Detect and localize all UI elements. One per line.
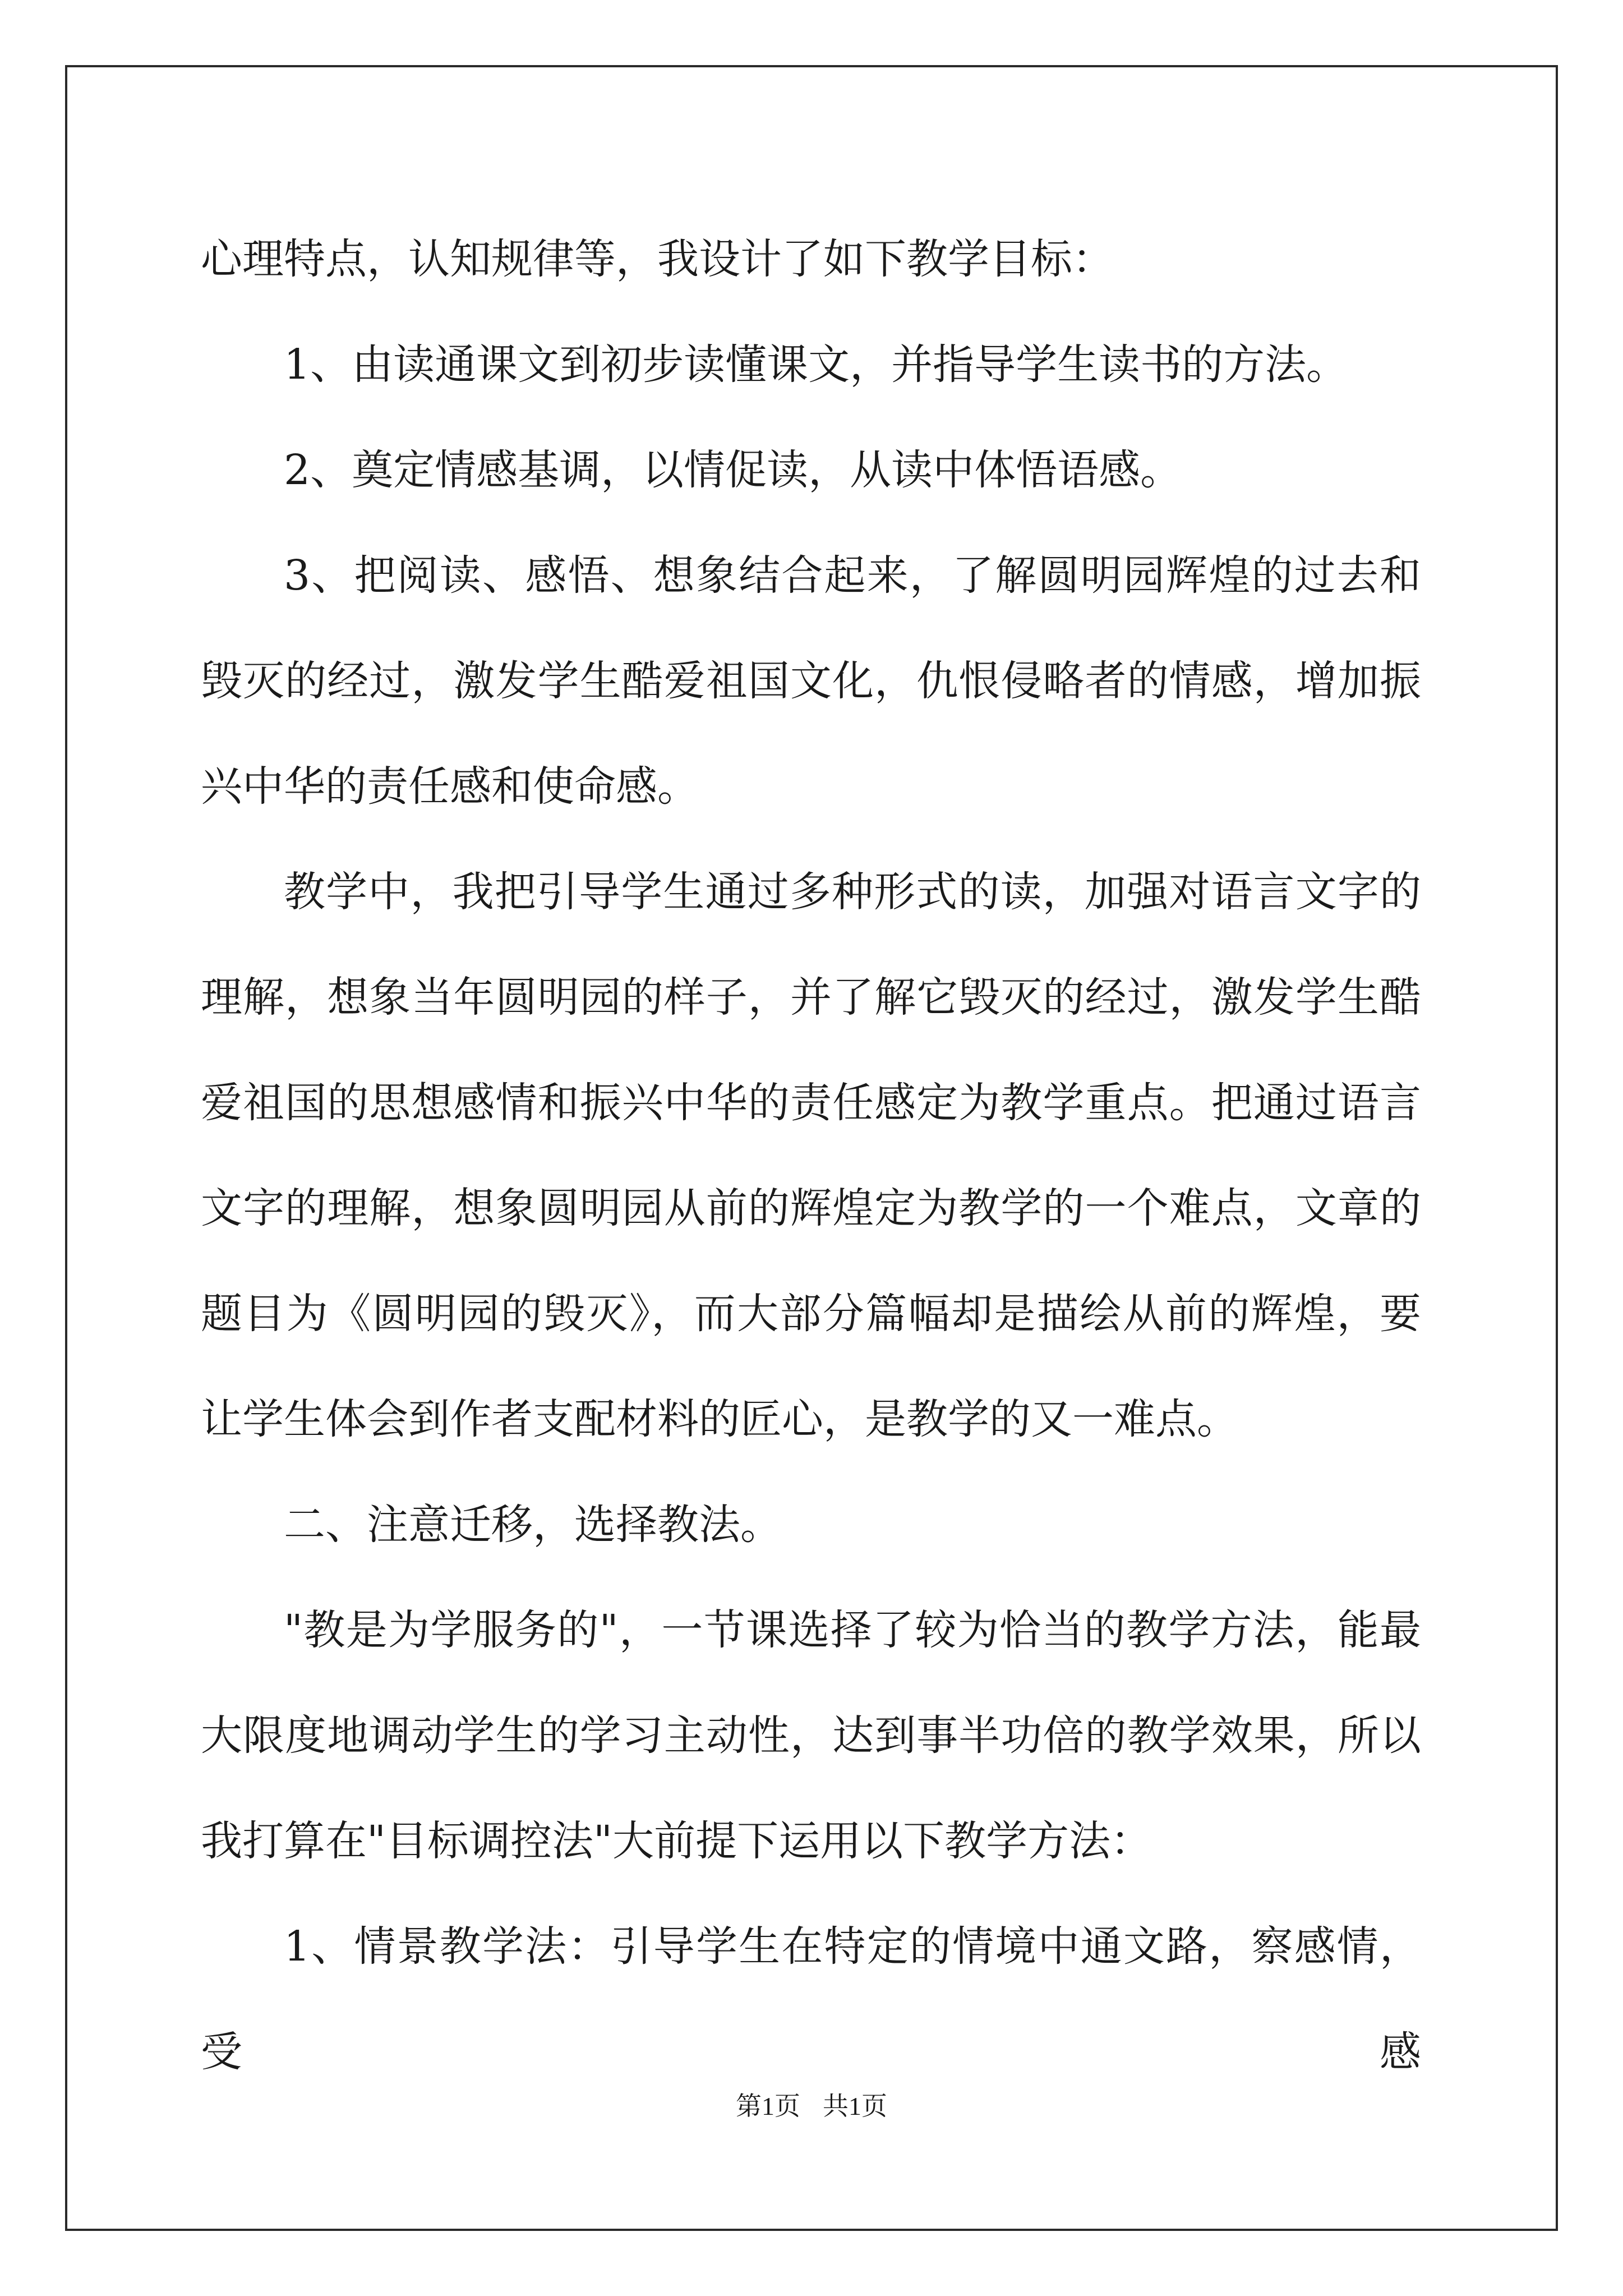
paragraph-5: 二、注意迁移，选择教法。 <box>284 1501 782 1549</box>
page-number-total: 共1页 <box>823 2092 887 2120</box>
paragraph-0: 心理特点，认知规律等，我设计了如下教学目标： <box>201 235 1114 283</box>
paragraph-3: 3、把阅读、感悟、想象结合起来，了解圆明园辉煌的过去和毁灭的经过，激发学生酷爱祖国文化，仇恨侵略者的情感，增加振兴中华的责任感和使命感。 <box>201 551 1421 811</box>
page-number-current: 第1页 <box>736 2092 800 2120</box>
paragraph-1: 1、由读通课文到初步读懂课文，并指导学生读书的方法。 <box>284 341 1348 389</box>
page-footer <box>0 2086 1623 2123</box>
document-body <box>201 206 1421 2105</box>
paragraph-6: "教是为学服务的"，一节课选择了较为恰当的教学方法，能最大限度地调动学生的学习主动性，达到事半功倍的教学效果，所以我打算在"目标调控法"大前提下运用以下教学方法： <box>201 1606 1421 1865</box>
paragraph-4: 教学中，我把引导学生通过多种形式的读，加强对语言文字的理解，想象当年圆明园的样子，并了解它毁灭的经过，激发学生酷爱祖国的思想感情和振兴中华的责任感定为教学重点。把通过语言文字的理解，想象圆明园从前的辉煌定为教学的一个难点，文章的题目为《圆明园的毁灭》，而大部分篇幅却是描绘从前的辉煌，要让学生体会到作者支配材料的匠心，是教学的又一难点。 <box>201 868 1421 1443</box>
paragraph-2: 2、奠定情感基调，以情促读，从读中体悟语感。 <box>284 446 1182 494</box>
paragraph-7: 1、情景教学法：引导学生在特定的情境中通文路，察感情，受感 <box>201 1922 1421 2076</box>
